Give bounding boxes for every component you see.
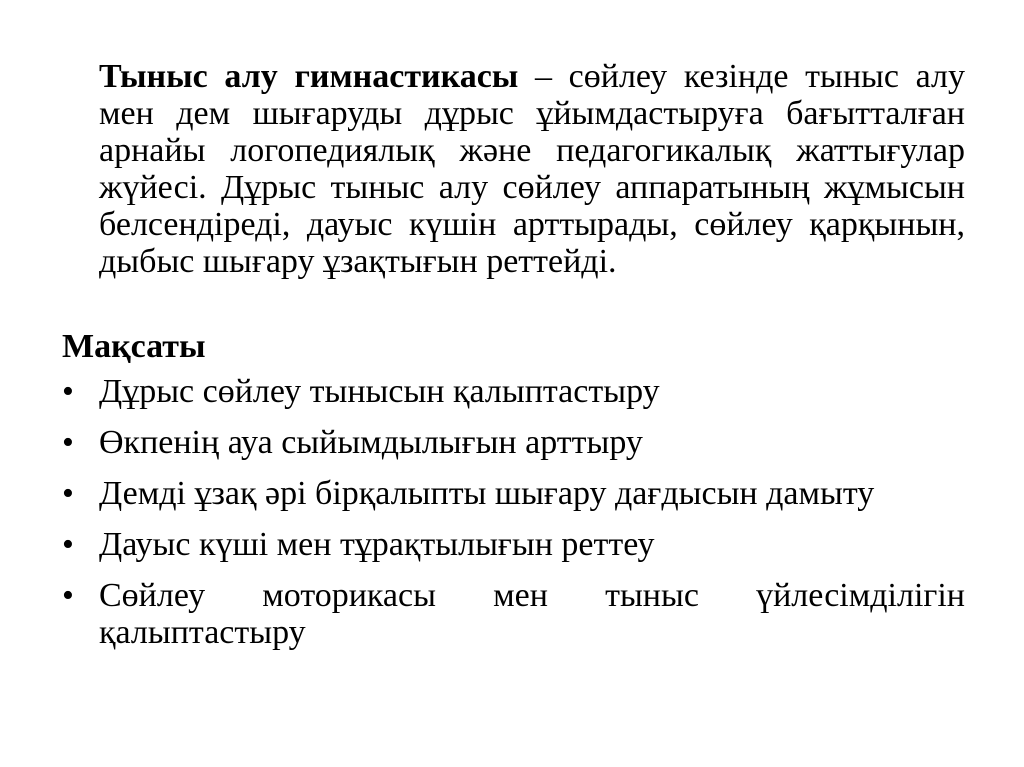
bullet-icon: • bbox=[62, 475, 74, 512]
defined-term: Тыныс алу гимнастикасы bbox=[99, 58, 519, 95]
bullet-icon: • bbox=[62, 526, 74, 563]
goal-text: Дауыс күші мен тұрақтылығын реттеу bbox=[99, 526, 655, 563]
goal-text: Сөйлеу моторикасы мен тыныс үйлесімділігін қалыптастыру bbox=[99, 577, 965, 651]
bullet-icon: • bbox=[62, 373, 74, 410]
bullet-icon: • bbox=[62, 424, 74, 461]
goal-item bbox=[62, 475, 965, 512]
goal-item bbox=[62, 577, 965, 651]
bullet-icon: • bbox=[62, 577, 74, 614]
goals-list bbox=[62, 373, 965, 665]
goal-text: Демді ұзақ әрі бірқалыпты шығару дағдысын дамыту bbox=[99, 475, 875, 512]
goal-text: Өкпенің ауа сыйымдылығын арттыру bbox=[99, 424, 643, 461]
definition-paragraph bbox=[99, 58, 965, 280]
goal-text: Дұрыс сөйлеу тынысын қалыптастыру bbox=[99, 373, 660, 410]
goal-item bbox=[62, 526, 965, 563]
goal-item bbox=[62, 424, 965, 461]
definition-text: – сөйлеу кезінде тыныс алу мен дем шығаруды дұрыс ұйымдастыруға бағытталған арнайы логопедиялық және педагогикалық жаттығулар жүйесі. Дұрыс тыныс алу сөйлеу аппаратының жұмысын белсендіреді, дауыс күшін арттырады, сөйлеу қарқынын, дыбыс шығару ұзақтығын реттейді. bbox=[99, 58, 965, 280]
goal-item bbox=[62, 373, 965, 410]
goals-heading: Мақсаты bbox=[62, 328, 206, 365]
